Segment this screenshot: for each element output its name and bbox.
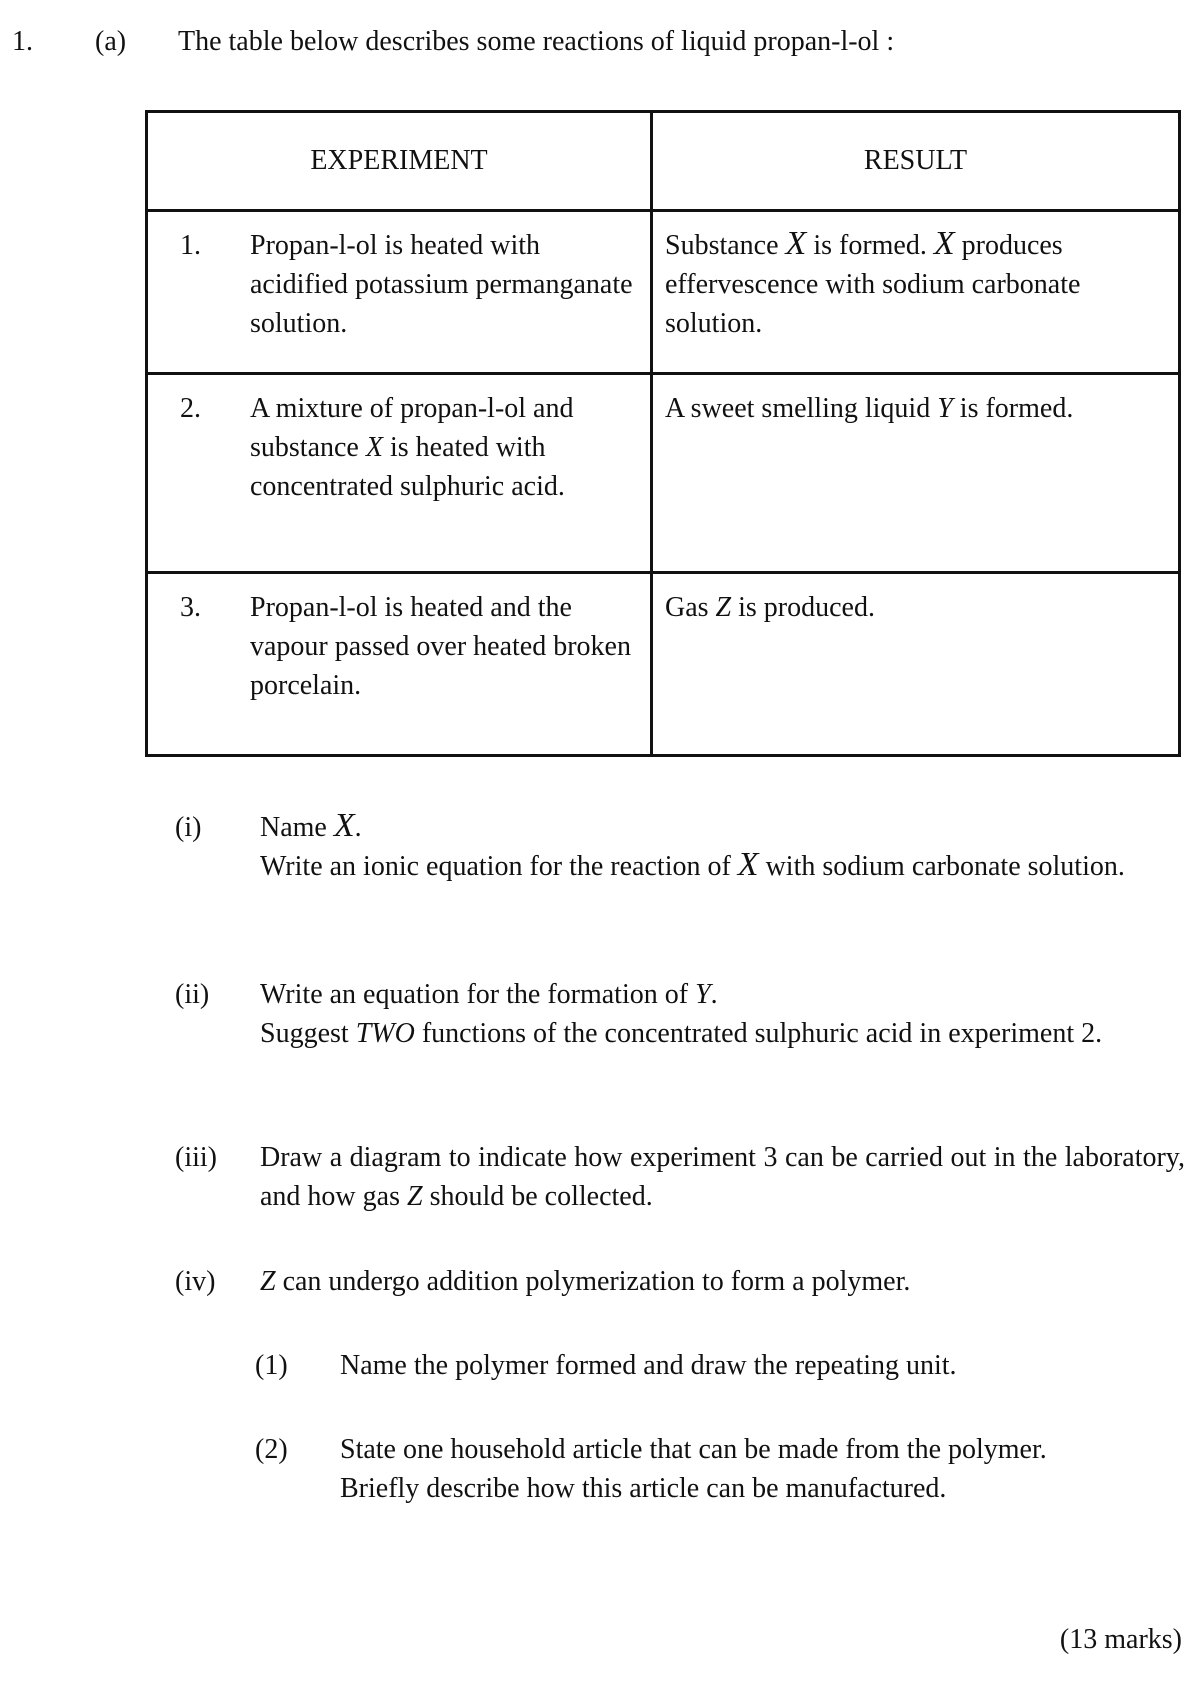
experiment-text: Propan-l-ol is heated and the vapour passed over heated broken porcelain. — [250, 592, 631, 702]
experiment-table — [145, 110, 1181, 757]
experiment-cell — [147, 374, 652, 573]
table-row — [147, 573, 1180, 756]
result-cell — [652, 374, 1180, 573]
variable-y: Y — [695, 979, 711, 1010]
result-text: Gas Z is produced. — [665, 592, 875, 623]
emphasis-two: TWO — [355, 1018, 415, 1050]
variable-x: X — [785, 225, 807, 262]
question-intro: The table below describes some reactions of liquid propan-l-ol : — [178, 26, 895, 57]
subquestion-body — [340, 1346, 1185, 1385]
subquestion-line: State one household article that can be made from the polymer. — [340, 1434, 1047, 1465]
header-experiment: EXPERIMENT — [147, 112, 652, 211]
result-text: A sweet smelling liquid Y is formed. — [665, 393, 1074, 424]
question-number: 1. — [12, 26, 33, 57]
marks-label: (13 marks) — [1059, 1624, 1182, 1655]
subquestion-body — [260, 975, 1185, 1053]
question-part-label: (a) — [95, 26, 127, 57]
subquestion-line: Draw a diagram to indicate how experiment 3 can be carried out in the laboratory, and how gas Z should be collected. — [260, 1142, 1185, 1213]
table-header-row — [147, 112, 1180, 211]
subquestion-line: Name the polymer formed and draw the repeating unit. — [340, 1350, 957, 1381]
row-number: 3. — [180, 592, 201, 623]
variable-x: X — [933, 225, 955, 262]
variable-z: Z — [260, 1266, 276, 1297]
experiment-text: A mixture of propan-l-ol and substance X is heated with concentrated sulphuric acid. — [250, 393, 574, 503]
variable-x: X — [333, 807, 355, 844]
result-cell — [652, 573, 1180, 756]
subquestion-label: (i) — [175, 812, 202, 843]
variable-z: Z — [406, 1181, 423, 1213]
subquestion-line: Suggest TWO functions of the concentrated sulphuric acid in experiment 2. — [260, 1018, 1103, 1050]
result-text: Substance X is formed. X produces effervescence with sodium carbonate solution. — [665, 225, 1081, 340]
variable-z: Z — [715, 592, 732, 623]
subquestion-label: (iii) — [175, 1142, 217, 1173]
subquestion-line: Briefly describe how this article can be manufactured. — [340, 1473, 947, 1505]
subquestion-body — [260, 808, 1185, 886]
table-row — [147, 374, 1180, 573]
experiment-text: Propan-l-ol is heated with acidified potassium permanganate solution. — [250, 230, 633, 340]
experiment-cell — [147, 211, 652, 374]
table-row — [147, 211, 1180, 374]
subquestion-body — [260, 1138, 1185, 1216]
subquestion-label: (1) — [255, 1350, 288, 1381]
subquestion-body — [260, 1262, 1185, 1301]
subquestion-body — [340, 1430, 1185, 1508]
subquestion-line: Z can undergo addition polymerization to form a polymer. — [260, 1266, 911, 1297]
subquestion-label: (iv) — [175, 1266, 216, 1297]
variable-y: Y — [937, 393, 953, 424]
subquestion-label: (ii) — [175, 979, 210, 1010]
experiment-cell — [147, 573, 652, 756]
subquestion-line: Name X. — [260, 807, 362, 844]
variable-x: X — [737, 846, 759, 884]
subquestion-line: Write an equation for the formation of Y. — [260, 979, 718, 1010]
result-cell — [652, 211, 1180, 374]
row-number: 1. — [180, 230, 201, 261]
subquestion-label: (2) — [255, 1434, 288, 1465]
header-result: RESULT — [652, 112, 1180, 211]
variable-x: X — [365, 432, 383, 464]
subquestion-line: Write an ionic equation for the reaction of X with sodium carbonate solution. — [260, 846, 1125, 884]
row-number: 2. — [180, 393, 201, 424]
